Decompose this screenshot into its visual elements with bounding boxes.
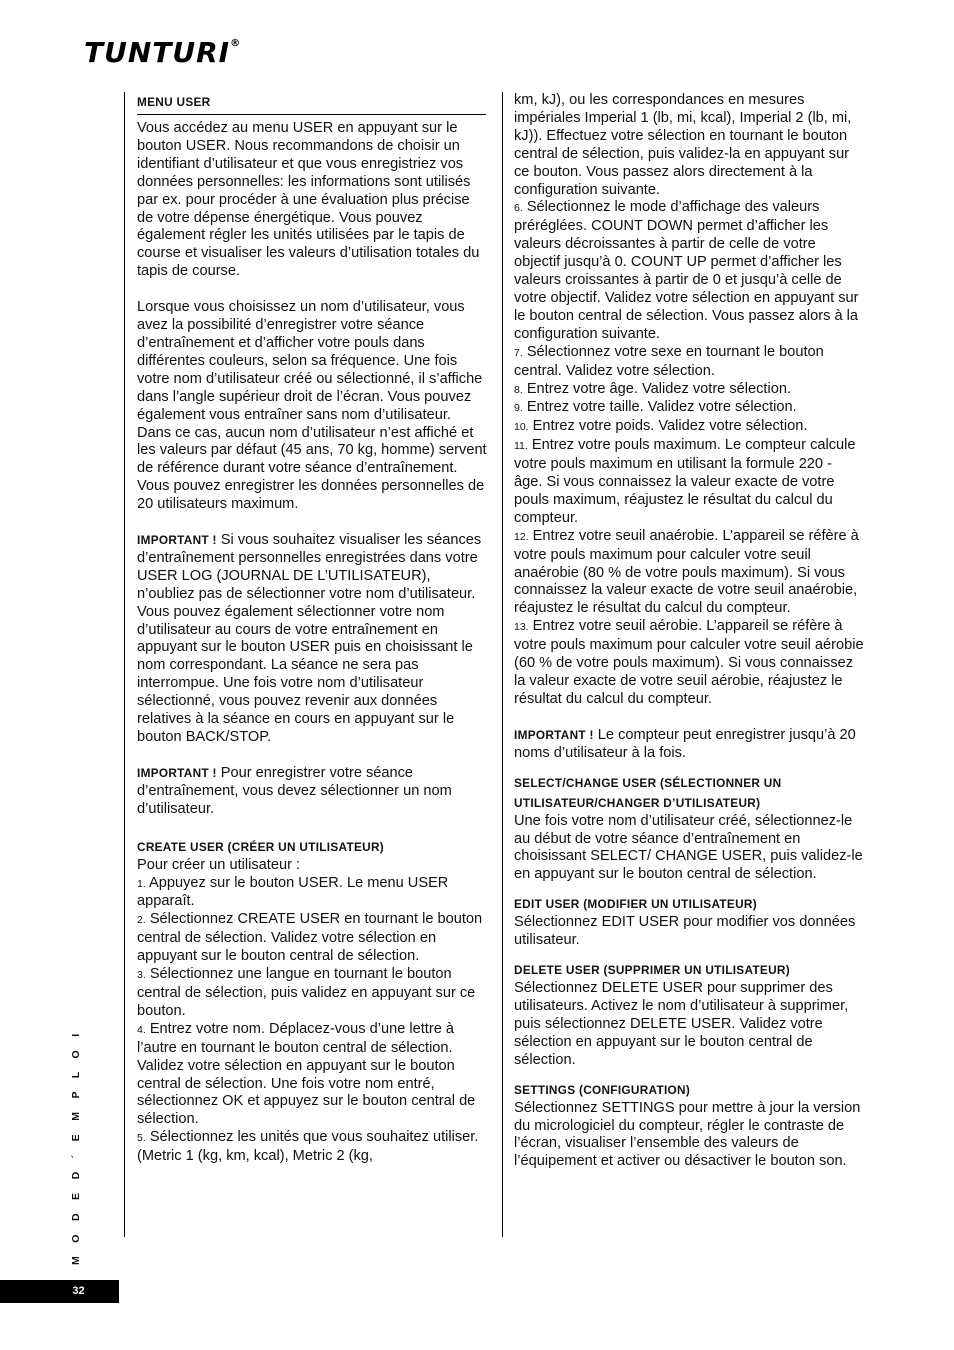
step-text: Entrez votre poids. Validez votre sélection.	[528, 418, 808, 435]
step-number: 12.	[514, 530, 529, 543]
step-text: Sélectionnez CREATE USER en tournant le bouton central de sélection. Validez votre sélection en appuyant sur le bouton central de sélection.	[137, 911, 483, 965]
step-number: 13.	[514, 621, 529, 634]
intro-paragraph-1: Vous accédez au menu USER en appuyant sur le bouton USER. Nous recommandons de choisir un identifiant d’utilisateur et que vous enregistriez vos données personnelles: les informations sont utilisés par ex. pour procéder à une évaluation plus précise de votre dépense énergétique. Vous pouvez également régler les unités utilisées par le tapis de course et visualiser les valeurs d’utilisation totales du tapis de course.	[137, 120, 480, 280]
important-text: Le compteur peut enregistrer jusqu’à 20 noms d’utilisateur à la fois.	[514, 726, 856, 761]
step-number: 7.	[514, 346, 523, 359]
step-item	[137, 1129, 487, 1166]
create-user-intro: Pour créer un utilisateur :	[137, 856, 301, 873]
step-item	[514, 199, 864, 343]
delete-user-heading: DELETE USER (SUPPRIMER UN UTILISATEUR)	[514, 963, 790, 978]
step-text: Entrez votre âge. Validez votre sélection.	[522, 380, 791, 397]
step-text: Entrez votre nom. Déplacez-vous d’une lettre à l’autre en tournant le bouton central de sélection. Validez votre sélection en appuyant sur le bouton central de sélection. Une fois votre nom entré, sélectionnez OK et appuyez sur le bouton central de sélection.	[137, 1020, 476, 1128]
step-text: Sélectionnez les unités que vous souhaitez utiliser. (Metric 1 (kg, km, kcal), Metric 2 (kg,	[137, 1129, 479, 1165]
create-user-heading: CREATE USER (CRÉER UN UTILISATEUR)	[137, 839, 385, 854]
step-text: Entrez votre seuil aérobie. L’appareil se réfère à votre pouls maximum pour calculer votre seuil aérobie (60 % de votre pouls maximum). Si vous connaissez la valeur exacte de votre seuil aérobie, réajustez le résultat du calcul du compteur.	[514, 618, 864, 707]
step-item	[514, 381, 864, 400]
step-item	[137, 1021, 487, 1129]
left-divider	[124, 92, 125, 1237]
step-item	[514, 418, 864, 437]
step-item	[514, 528, 864, 619]
step-number: 3.	[137, 969, 146, 982]
step-text: Sélectionnez le mode d’affichage des valeurs préréglées. COUNT DOWN permet d’afficher les valeurs décroissantes à partir de celle de votre objectif jusqu’à 0. COUNT UP permet d’afficher les valeurs croissantes à partir de 0 et jusqu’à celle de votre objectif. Validez votre sélection en appuyant sur le bouton central de sélection. Vous passez alors à la configuration suivante.	[514, 199, 859, 342]
important-label: IMPORTANT !	[137, 765, 217, 780]
step-number: 2.	[137, 914, 146, 927]
edit-user-heading: EDIT USER (MODIFIER UN UTILISATEUR)	[514, 897, 757, 912]
step-item	[137, 875, 487, 912]
step-number: 4.	[137, 1023, 146, 1036]
step-item	[514, 618, 864, 709]
step-text: Sélectionnez votre sexe en tournant le bouton central. Validez votre sélection.	[514, 343, 824, 379]
edit-user-text: Sélectionnez EDIT USER pour modifier vos données utilisateur.	[514, 914, 856, 949]
step-number: 9.	[514, 402, 523, 415]
step-item	[514, 344, 864, 381]
step-item	[137, 966, 487, 1021]
settings-heading: SETTINGS (CONFIGURATION)	[514, 1082, 691, 1097]
step-text: Entrez votre pouls maximum. Le compteur calcule votre pouls maximum en utilisant la formule 220 - âge. Si vous connaissez la valeur exacte de votre pouls maximum, réajustez le résultat du calcul du compteur.	[514, 437, 856, 526]
important-note-2	[137, 765, 487, 819]
registered-mark: ®	[230, 38, 242, 49]
brand-logo	[84, 36, 241, 69]
settings-text: Sélectionnez SETTINGS pour mettre à jour la version du micrologiciel du compteur, régler le contraste de l’écran, visualiser l’ensemble des valeurs de l’équipement et activer ou désactiver le bouton son.	[514, 1099, 861, 1170]
step-number: 10.	[514, 421, 529, 434]
left-column	[137, 92, 487, 1166]
delete-user-text: Sélectionnez DELETE USER pour supprimer des utilisateurs. Activez le nom d’utilisateur à supprimer, puis sélectionnez DELETE USER. Validez votre sélection en appuyant sur le bouton central de sélection.	[514, 980, 849, 1068]
important-text: Pour enregistrer votre séance d’entraînement, vous devez sélectionner un nom d’utilisateur.	[137, 764, 452, 817]
important-label: IMPORTANT !	[514, 727, 594, 742]
intro-paragraph-2: Lorsque vous choisissez un nom d’utilisateur, vous avez la possibilité d’enregistrer votre séance d’entraînement et d’afficher votre pouls dans différentes couleurs, selon sa fréquence. Une fois votre nom d’utilisateur créé ou sélectionné, il s’affiche dans l’angle supérieur droit de l’écran. Vous pouvez également vous entraîner sans nom d’utilisateur. Dans ce cas, aucun nom d’utilisateur n’est affiché et les valeurs par défaut (45 ans, 70 kg, homme) servent de référence durant votre séance d’entraînement. Vous pouvez enregistrer les données personnelles de 20 utilisateurs maximum.	[137, 299, 487, 513]
step-number: 1.	[137, 877, 146, 890]
step-text: Sélectionnez une langue en tournant le bouton central de sélection, puis validez en appuyant sur ce bouton.	[137, 966, 476, 1019]
step-text: Appuyez sur le bouton USER. Le menu USER apparaît.	[137, 874, 449, 910]
important-note-3	[514, 727, 864, 763]
step-item	[137, 911, 487, 966]
step-text: Entrez votre taille. Validez votre sélection.	[522, 399, 797, 416]
brand-name: TUNTURI	[84, 36, 231, 69]
step-number: 8.	[514, 383, 523, 396]
section-label-text: M O D E D ´ E M P L O I	[70, 1028, 82, 1265]
step-5-continued: km, kJ), ou les correspondances en mesures impériales Imperial 1 (lb, mi, kcal), Imperial 2 (lb, mi, kJ)). Effectuez votre sélection en tournant le bouton central de sélection, puis validez-la en appuyant sur ce bouton. Vous passez alors directement à la configuration suivante.	[514, 92, 852, 198]
step-item	[514, 399, 864, 418]
step-item	[514, 437, 864, 528]
select-user-text: Une fois votre nom d’utilisateur créé, sélectionnez-le au début de votre séance d’entraînement en choisissant SELECT/ CHANGE USER, puis validez-le en appuyant sur le bouton central de sélection.	[514, 812, 863, 883]
important-text: Si vous souhaitez visualiser les séances d’entraînement personnelles enregistrées dans votre USER LOG (JOURNAL DE L’UTILISATEUR), n’oubliez pas de sélectionner votre nom d’utilisateur. Vous pouvez également sélectionner votre nom d’utilisateur au cours de votre entraînement en appuyant sur le bouton USER puis en choisissant le nom correspondant. La séance ne sera pas interrompue. Une fois votre nom d’utilisateur sélectionné, vous pouvez revenir aux données relatives à la séance en cours en appuyant sur le bouton BACK/STOP.	[137, 532, 482, 745]
center-divider	[502, 92, 503, 1237]
right-column	[514, 92, 864, 1171]
select-user-heading: SELECT/CHANGE USER (SÉLECTIONNER UN	[514, 775, 782, 790]
step-text: Entrez votre seuil anaérobie. L’appareil se réfère à votre pouls maximum pour calculer votre seuil anaérobie (80 % de votre pouls maximum). Si vous connaissez la valeur exacte de votre seuil anaérobie, réajustez le résultat du calcul du compteur.	[514, 527, 859, 617]
step-number: 5.	[137, 1132, 146, 1145]
menu-user-heading: MENU USER	[137, 92, 486, 115]
select-user-heading-cont: UTILISATEUR/CHANGER D’UTILISATEUR)	[514, 795, 761, 810]
step-number: 11.	[514, 440, 528, 453]
page-number: 32	[72, 1285, 85, 1297]
section-label	[70, 1028, 94, 1265]
step-number: 6.	[514, 202, 523, 215]
important-label: IMPORTANT !	[137, 533, 217, 548]
important-note-1	[137, 532, 487, 747]
